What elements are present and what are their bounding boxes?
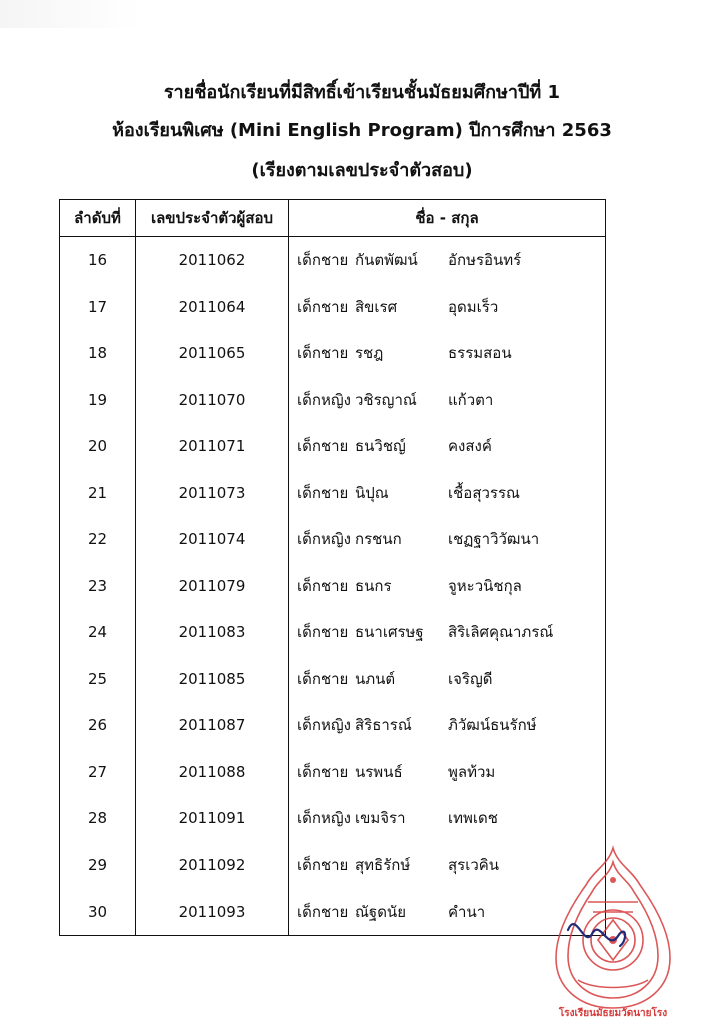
order-number: 18: [60, 330, 136, 377]
sort-note: (เรียงตามเลขประจำตัวสอบ): [251, 160, 473, 181]
name-prefix: เด็กหญิง: [297, 390, 351, 409]
name-prefix: เด็กชาย: [297, 623, 349, 642]
last-name: อักษรอินทร์: [448, 251, 522, 270]
student-name: [289, 563, 606, 610]
last-name: เชื้อสุวรรณ: [448, 483, 520, 502]
name-prefix: เด็กหญิง: [297, 530, 351, 549]
exam-id: 2011074: [136, 516, 289, 563]
first-name: สิขเรศ: [355, 297, 398, 316]
first-name: วชิรญาณ์: [355, 390, 417, 409]
student-name: [289, 516, 606, 563]
first-name: ณัฐดนัย: [355, 902, 406, 921]
student-name: [289, 795, 606, 842]
name-prefix: เด็กชาย: [297, 855, 349, 874]
first-name: สุทธิรักษ์: [355, 855, 411, 874]
table-row: [60, 470, 606, 517]
order-number: 16: [60, 237, 136, 284]
table-row: [60, 377, 606, 424]
order-number: 29: [60, 842, 136, 889]
column-header-name: ชื่อ - สกุล: [289, 200, 606, 237]
last-name: คงสงค์: [448, 437, 492, 456]
first-name: กันตพัฒน์: [355, 251, 418, 270]
exam-id: 2011070: [136, 377, 289, 424]
table-row: [60, 563, 606, 610]
student-name: [289, 423, 606, 470]
student-name: [289, 377, 606, 424]
exam-id: 2011085: [136, 656, 289, 703]
document-title: รายชื่อนักเรียนที่มีสิทธิ์เข้าเรียนชั้นมัธยมศึกษาปีที่ 1: [163, 82, 561, 103]
last-name: พูลท้วม: [448, 762, 496, 781]
first-name: ธนวิชญ์: [355, 437, 406, 456]
table-row: [60, 237, 606, 284]
signature-icon: [568, 924, 625, 946]
first-name: สิริธารณ์: [355, 716, 412, 735]
scan-mark: [0, 0, 140, 28]
name-prefix: เด็กชาย: [297, 902, 349, 921]
last-name: ธรรมสอน: [448, 344, 512, 363]
student-name: [289, 284, 606, 331]
last-name: สิริเลิศคุณาภรณ์: [448, 623, 554, 642]
exam-id: 2011062: [136, 237, 289, 284]
order-number: 22: [60, 516, 136, 563]
name-prefix: เด็กชาย: [297, 576, 349, 595]
name-prefix: เด็กชาย: [297, 437, 349, 456]
exam-id: 2011093: [136, 888, 289, 936]
table-row: [60, 702, 606, 749]
table-row: [60, 749, 606, 796]
first-name: นรพนธ์: [355, 762, 403, 781]
exam-id: 2011088: [136, 749, 289, 796]
table-row: [60, 330, 606, 377]
school-seal-icon: [548, 840, 678, 1020]
order-number: 24: [60, 609, 136, 656]
exam-id: 2011064: [136, 284, 289, 331]
table-row: [60, 284, 606, 331]
order-number: 23: [60, 563, 136, 610]
column-header-order: ลำดับที่: [60, 200, 136, 237]
last-name: คำนา: [448, 902, 486, 921]
table-row: [60, 795, 606, 842]
order-number: 17: [60, 284, 136, 331]
document-subtitle: ห้องเรียนพิเศษ (Mini English Program) ปีการศึกษา 2563: [112, 120, 612, 141]
exam-id: 2011092: [136, 842, 289, 889]
first-name: นภนต์: [355, 669, 396, 688]
name-prefix: เด็กชาย: [297, 251, 349, 270]
table-header-row: [60, 200, 606, 237]
name-prefix: เด็กชาย: [297, 762, 349, 781]
table-row: [60, 423, 606, 470]
order-number: 20: [60, 423, 136, 470]
table-row: [60, 516, 606, 563]
exam-id: 2011083: [136, 609, 289, 656]
name-prefix: เด็กชาย: [297, 669, 349, 688]
first-name: รชฎ: [355, 344, 384, 363]
last-name: จูหะวนิชกุล: [448, 576, 522, 595]
exam-id: 2011071: [136, 423, 289, 470]
student-name: [289, 330, 606, 377]
last-name: เชฏฐาวิวัฒนา: [448, 530, 540, 549]
last-name: สุรเวคิน: [448, 855, 500, 874]
last-name: อุดมเร็ว: [448, 297, 499, 316]
last-name: เทพเดช: [448, 809, 498, 828]
first-name: เขมจิรา: [355, 809, 406, 828]
name-prefix: เด็กชาย: [297, 344, 349, 363]
seal-caption: โรงเรียนมัธยมวัดนายโรง: [558, 1008, 668, 1019]
first-name: กรชนก: [355, 530, 402, 549]
order-number: 28: [60, 795, 136, 842]
table-row: [60, 842, 606, 889]
column-header-exam-id: เลขประจำตัวผู้สอบ: [136, 200, 289, 237]
table-row: [60, 656, 606, 703]
student-name: [289, 702, 606, 749]
exam-id: 2011079: [136, 563, 289, 610]
name-prefix: เด็กหญิง: [297, 716, 351, 735]
last-name: แก้วตา: [448, 390, 494, 409]
student-name: [289, 609, 606, 656]
exam-id: 2011087: [136, 702, 289, 749]
name-prefix: เด็กชาย: [297, 297, 349, 316]
first-name: ธนกร: [355, 576, 392, 595]
student-table: [59, 199, 606, 936]
order-number: 25: [60, 656, 136, 703]
last-name: เจริญดี: [448, 669, 493, 688]
exam-id: 2011065: [136, 330, 289, 377]
order-number: 21: [60, 470, 136, 517]
table-row: [60, 888, 606, 936]
student-name: [289, 656, 606, 703]
first-name: ธนาเศรษฐ: [355, 623, 424, 642]
order-number: 27: [60, 749, 136, 796]
name-prefix: เด็กชาย: [297, 483, 349, 502]
name-prefix: เด็กหญิง: [297, 809, 351, 828]
student-name: [289, 237, 606, 284]
student-name: [289, 470, 606, 517]
first-name: นิปุณ: [355, 483, 389, 502]
exam-id: 2011073: [136, 470, 289, 517]
last-name: ภิวัฒน์ธนรักษ์: [448, 716, 537, 735]
student-name: [289, 749, 606, 796]
order-number: 30: [60, 888, 136, 936]
table-row: [60, 609, 606, 656]
order-number: 26: [60, 702, 136, 749]
exam-id: 2011091: [136, 795, 289, 842]
order-number: 19: [60, 377, 136, 424]
